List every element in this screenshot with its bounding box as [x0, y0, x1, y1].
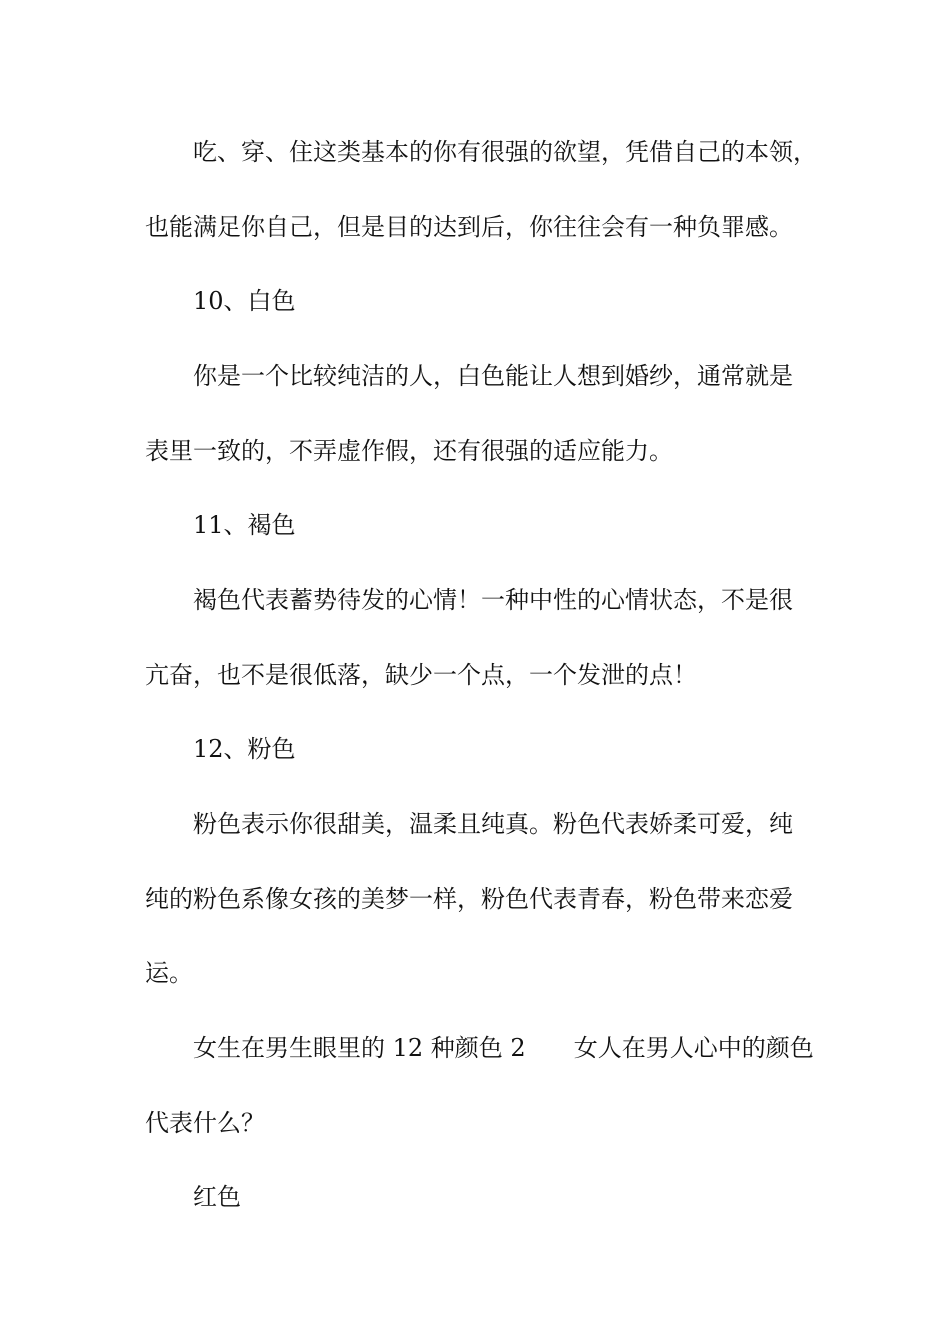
paragraph-line: 表里一致的，不弄虚作假，还有很强的适应能力。 — [145, 437, 673, 465]
section-heading: 12、粉色 — [193, 735, 296, 763]
paragraph-line: 运。 — [145, 959, 193, 987]
paragraph-line: 也能满足你自己，但是目的达到后，你往往会有一种负罪感。 — [145, 213, 793, 241]
paragraph-line: 女生在男生眼里的 12 种颜色 2 女人在男人心中的颜色 — [193, 1034, 814, 1062]
section-heading: 10、白色 — [193, 287, 296, 315]
paragraph-line: 亢奋，也不是很低落，缺少一个点，一个发泄的点！ — [145, 661, 697, 689]
paragraph-line: 你是一个比较纯洁的人，白色能让人想到婚纱，通常就是 — [193, 362, 793, 390]
section-heading: 红色 — [193, 1183, 241, 1211]
paragraph-line: 吃、穿、住这类基本的你有很强的欲望，凭借自己的本领， — [193, 138, 817, 166]
paragraph-line: 代表什么？ — [145, 1109, 265, 1137]
paragraph-line: 粉色表示你很甜美，温柔且纯真。粉色代表娇柔可爱，纯 — [193, 810, 793, 838]
paragraph-line: 褐色代表蓄势待发的心情！一种中性的心情状态，不是很 — [193, 586, 793, 614]
paragraph-line: 纯的粉色系像女孩的美梦一样，粉色代表青春，粉色带来恋爱 — [145, 885, 793, 913]
section-heading: 11、褐色 — [193, 511, 296, 539]
